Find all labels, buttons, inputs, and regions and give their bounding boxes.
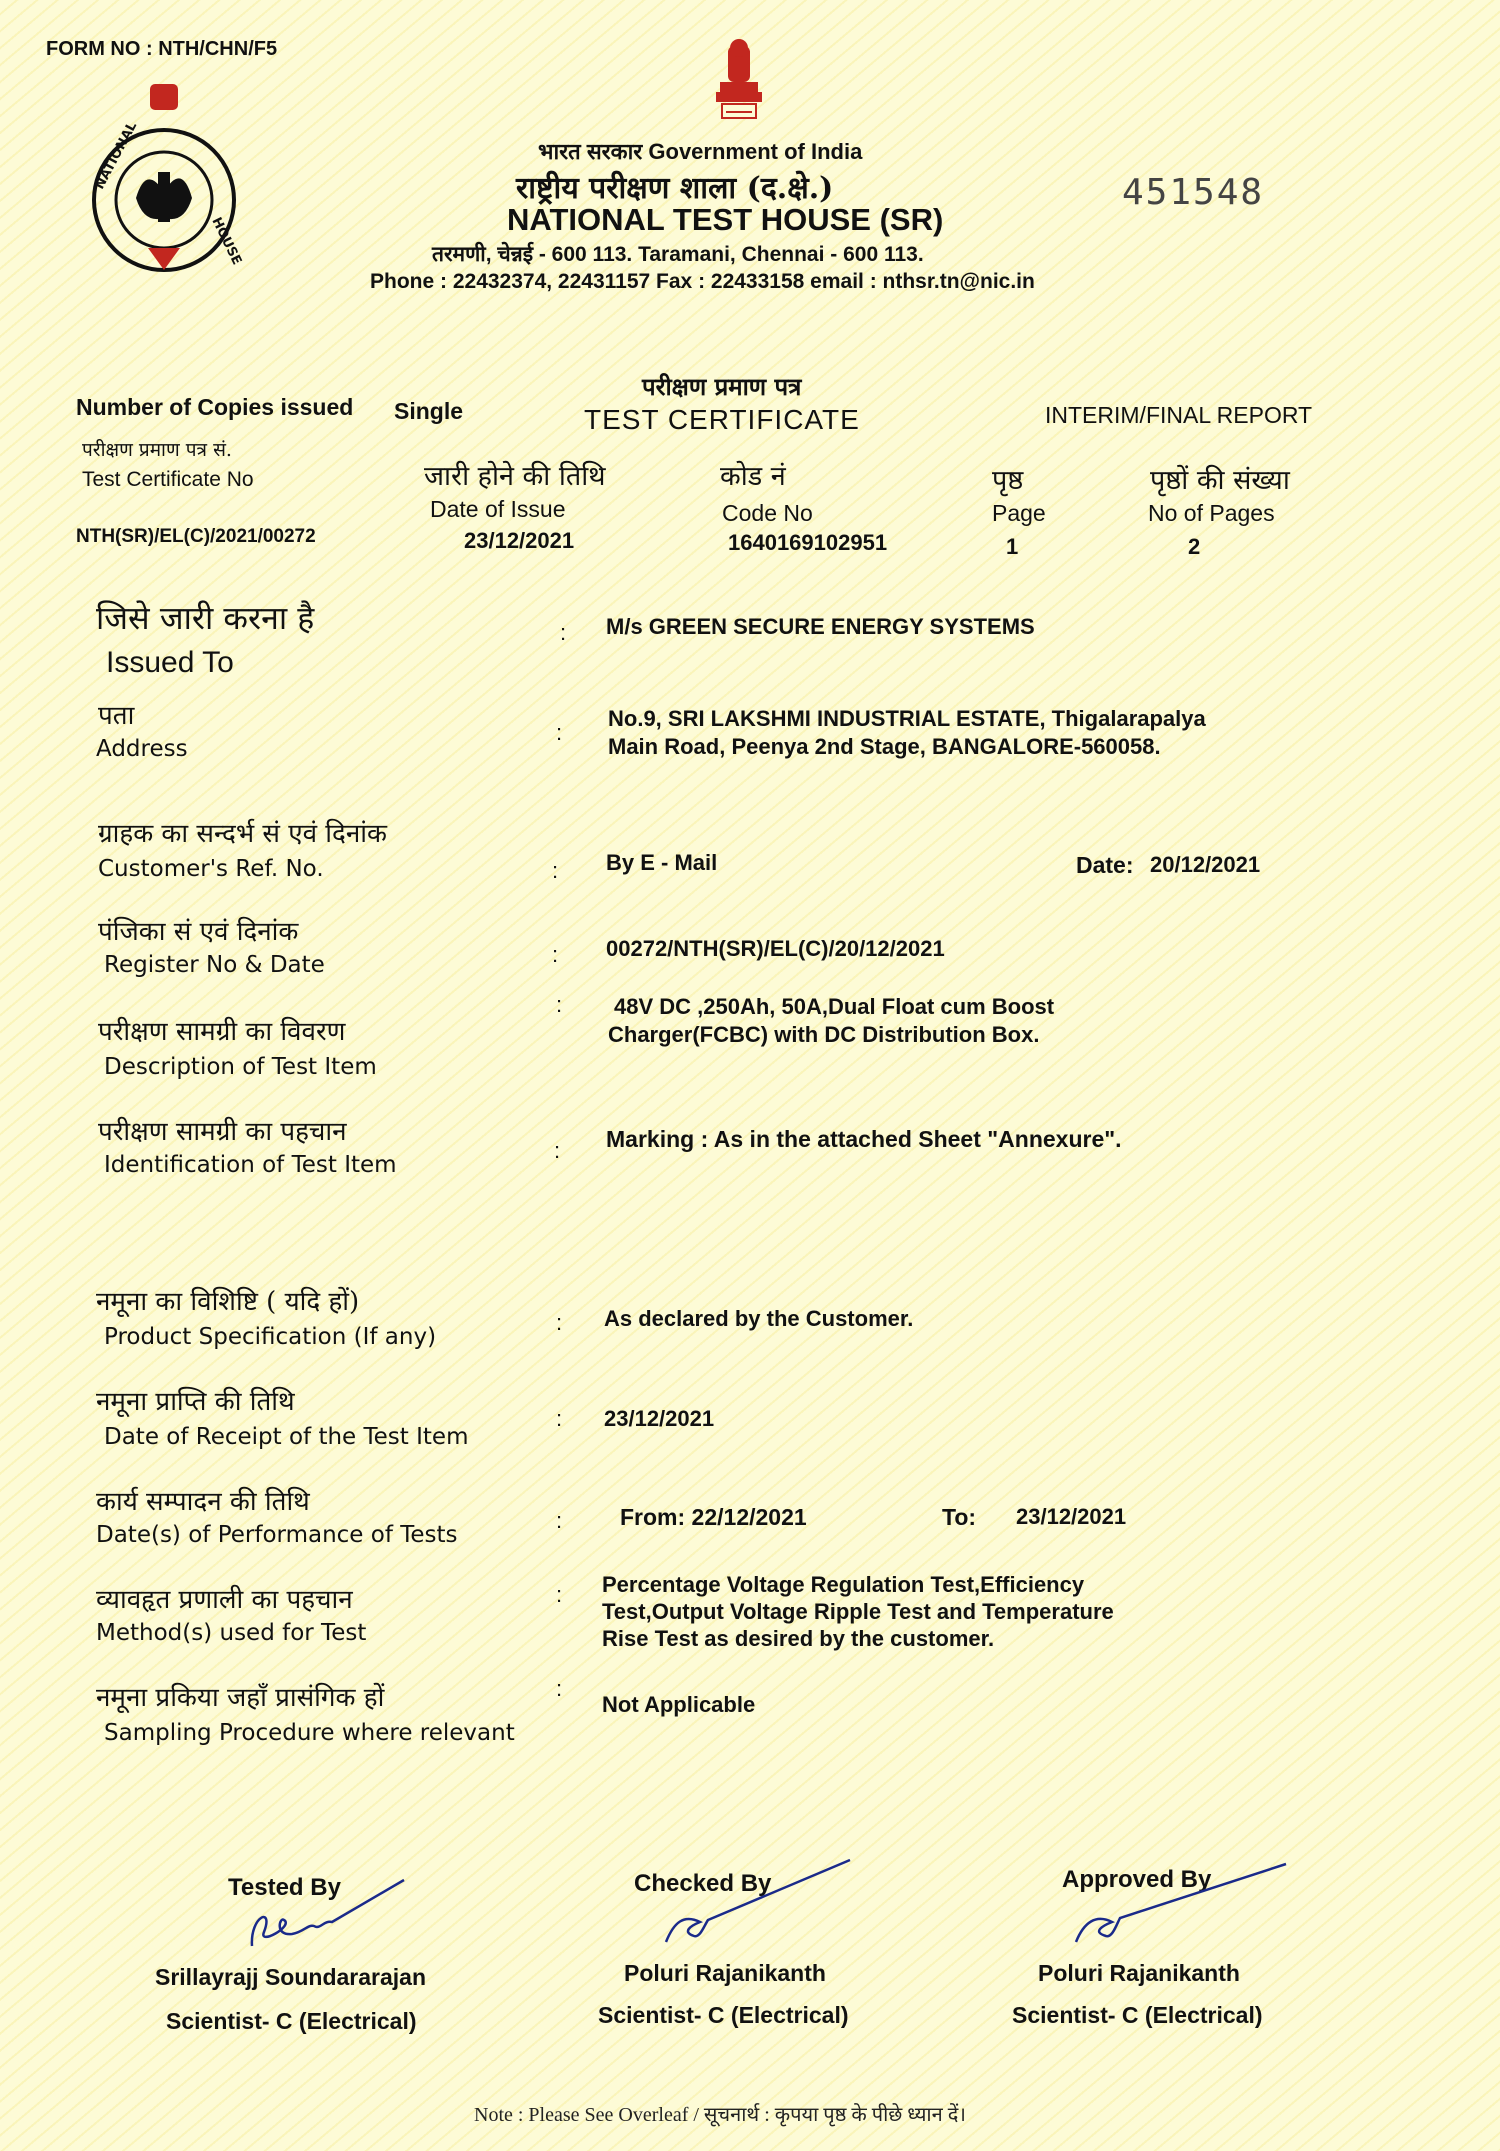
lab-name-english: NATIONAL TEST HOUSE (SR): [507, 202, 944, 237]
specification-label-hindi: नमूना का विशिष्टि ( यदि हों): [96, 1287, 360, 1317]
approved-by-name: Poluri Rajanikanth: [1038, 1960, 1240, 1986]
checked-signature-icon: [660, 1856, 860, 1946]
description-label: Description of Test Item: [104, 1054, 377, 1080]
report-type: INTERIM/FINAL REPORT: [1045, 402, 1313, 428]
colon: :: [556, 1310, 563, 1335]
colon: :: [556, 1582, 563, 1607]
svg-text:HOUSE: HOUSE: [208, 215, 245, 268]
receipt-date-value: 23/12/2021: [604, 1406, 715, 1431]
code-label-hindi: कोड नं: [720, 461, 786, 492]
colon: :: [556, 992, 563, 1017]
pages-total: 2: [1188, 534, 1201, 559]
certificate-title-hindi: परीक्षण प्रमाण पत्र: [642, 372, 802, 401]
register-label: Register No & Date: [104, 952, 325, 978]
form-number: FORM NO : NTH/CHN/F5: [46, 38, 278, 60]
colon: :: [554, 1138, 561, 1163]
page-label: Page: [992, 500, 1046, 526]
cert-no-label-hindi: परीक्षण प्रमाण पत्र सं.: [82, 439, 232, 461]
description-label-hindi: परीक्षण सामग्री का विवरण: [98, 1017, 346, 1047]
tested-by-role: Scientist- C (Electrical): [166, 2008, 417, 2034]
colon: :: [560, 620, 567, 645]
performance-label: Date(s) of Performance of Tests: [96, 1522, 458, 1548]
tested-signature-icon: [244, 1876, 414, 1956]
methods-label: Method(s) used for Test: [96, 1620, 367, 1646]
address-value-line1: No.9, SRI LAKSHMI INDUSTRIAL ESTATE, Thigalarapalya: [608, 706, 1206, 731]
colon: :: [556, 1508, 563, 1533]
checked-by-role: Scientist- C (Electrical): [598, 2002, 849, 2028]
methods-value-line3: Rise Test as desired by the customer.: [602, 1626, 995, 1651]
issue-date-label-hindi: जारी होने की तिथि: [424, 461, 606, 492]
colon: :: [556, 720, 563, 745]
methods-value-line1: Percentage Voltage Regulation Test,Efficiency: [602, 1572, 1085, 1597]
national-emblem-icon: [708, 38, 770, 126]
performance-label-hindi: कार्य सम्पादन की तिथि: [96, 1487, 310, 1517]
colon: :: [556, 1406, 563, 1431]
performance-from: From: 22/12/2021: [620, 1504, 807, 1530]
issued-to-label-hindi: जिसे जारी करना है: [96, 599, 315, 637]
lab-name-hindi: राष्ट्रीय परीक्षण शाला (द.क्षे.): [516, 171, 834, 206]
receipt-date-label-hindi: नमूना प्राप्ति की तिथि: [96, 1387, 295, 1417]
sampling-label: Sampling Procedure where relevant: [104, 1720, 515, 1746]
tested-by-name: Srillayrajj Soundararajan: [155, 1964, 427, 1990]
copies-value: Single: [394, 398, 464, 424]
pages-label-hindi: पृष्ठों की संख्या: [1150, 465, 1290, 496]
cert-no-label: Test Certificate No: [82, 468, 254, 491]
address-label-hindi: पता: [98, 701, 135, 731]
issue-date-label: Date of Issue: [430, 496, 566, 522]
code-label: Code No: [722, 500, 813, 526]
performance-to-value: 23/12/2021: [1016, 1504, 1127, 1529]
lab-address: तरमणी, चेन्नई - 600 113. Taramani, Chennai - 600 113.: [432, 243, 924, 266]
specification-label: Product Specification (If any): [104, 1324, 437, 1350]
tested-by-title: Tested By: [228, 1874, 341, 1901]
colon: :: [552, 942, 559, 967]
pages-label: No of Pages: [1148, 500, 1275, 526]
checked-by-title: Checked By: [634, 1870, 772, 1897]
approved-signature-icon: [1070, 1856, 1292, 1946]
performance-to-label: To:: [942, 1504, 977, 1530]
customer-ref-date: 20/12/2021: [1150, 852, 1261, 877]
colon: :: [552, 858, 559, 883]
page-label-hindi: पृष्ठ: [992, 465, 1024, 496]
govt-line: भारत सरकार Government of India: [538, 139, 863, 164]
customer-ref-value: By E - Mail: [606, 850, 718, 875]
register-value: 00272/NTH(SR)/EL(C)/20/12/2021: [606, 936, 945, 961]
methods-label-hindi: व्यावहृत प्रणाली का पहचान: [96, 1585, 353, 1615]
customer-ref-label: Customer's Ref. No.: [98, 856, 324, 882]
lab-contact: Phone : 22432374, 22431157 Fax : 22433158 email : nthsr.tn@nic.in: [370, 270, 1035, 293]
description-value-line1: 48V DC ,250Ah, 50A,Dual Float cum Boost: [614, 994, 1055, 1019]
methods-value-line2: Test,Output Voltage Ripple Test and Temperature: [602, 1599, 1114, 1624]
identification-label: Identification of Test Item: [104, 1152, 397, 1178]
identification-label-hindi: परीक्षण सामग्री का पहचान: [98, 1117, 347, 1147]
sampling-label-hindi: नमूना प्रकिया जहाँ प्रासंगिक हों: [96, 1683, 385, 1713]
issued-to-label: Issued To: [106, 646, 234, 679]
code-no: 1640169102951: [728, 530, 888, 555]
receipt-date-label: Date of Receipt of the Test Item: [104, 1424, 469, 1450]
issued-to-value: M/s GREEN SECURE ENERGY SYSTEMS: [606, 614, 1035, 639]
description-value-line2: Charger(FCBC) with DC Distribution Box.: [608, 1022, 1040, 1047]
identification-value: Marking : As in the attached Sheet "Annexure".: [606, 1126, 1122, 1152]
address-label: Address: [96, 736, 188, 762]
address-value-line2: Main Road, Peenya 2nd Stage, BANGALORE-560058.: [608, 734, 1161, 759]
customer-ref-label-hindi: ग्राहक का सन्दर्भ सं एवं दिनांक: [98, 819, 387, 849]
specification-value: As declared by the Customer.: [604, 1306, 914, 1331]
issue-date: 23/12/2021: [464, 528, 575, 553]
serial-number: 451548: [1122, 172, 1265, 213]
colon: :: [556, 1676, 563, 1701]
sampling-value: Not Applicable: [602, 1692, 756, 1717]
svg-text:NATIONAL: NATIONAL: [92, 119, 141, 192]
customer-ref-date-label: Date:: [1076, 852, 1134, 878]
approved-by-role: Scientist- C (Electrical): [1012, 2002, 1263, 2028]
cert-no: NTH(SR)/EL(C)/2021/00272: [76, 526, 316, 547]
checked-by-name: Poluri Rajanikanth: [624, 1960, 826, 1986]
page-number: 1: [1006, 534, 1019, 559]
approved-by-title: Approved By: [1062, 1866, 1212, 1893]
copies-label: Number of Copies issued: [76, 394, 354, 420]
register-label-hindi: पंजिका सं एवं दिनांक: [98, 917, 299, 947]
nth-seal-logo-icon: [88, 80, 245, 288]
certificate-title: TEST CERTIFICATE: [584, 404, 860, 435]
footer-note: Note : Please See Overleaf / सूचनार्थ : कृपया पृष्ठ के पीछे ध्यान दें।: [474, 2104, 966, 2126]
